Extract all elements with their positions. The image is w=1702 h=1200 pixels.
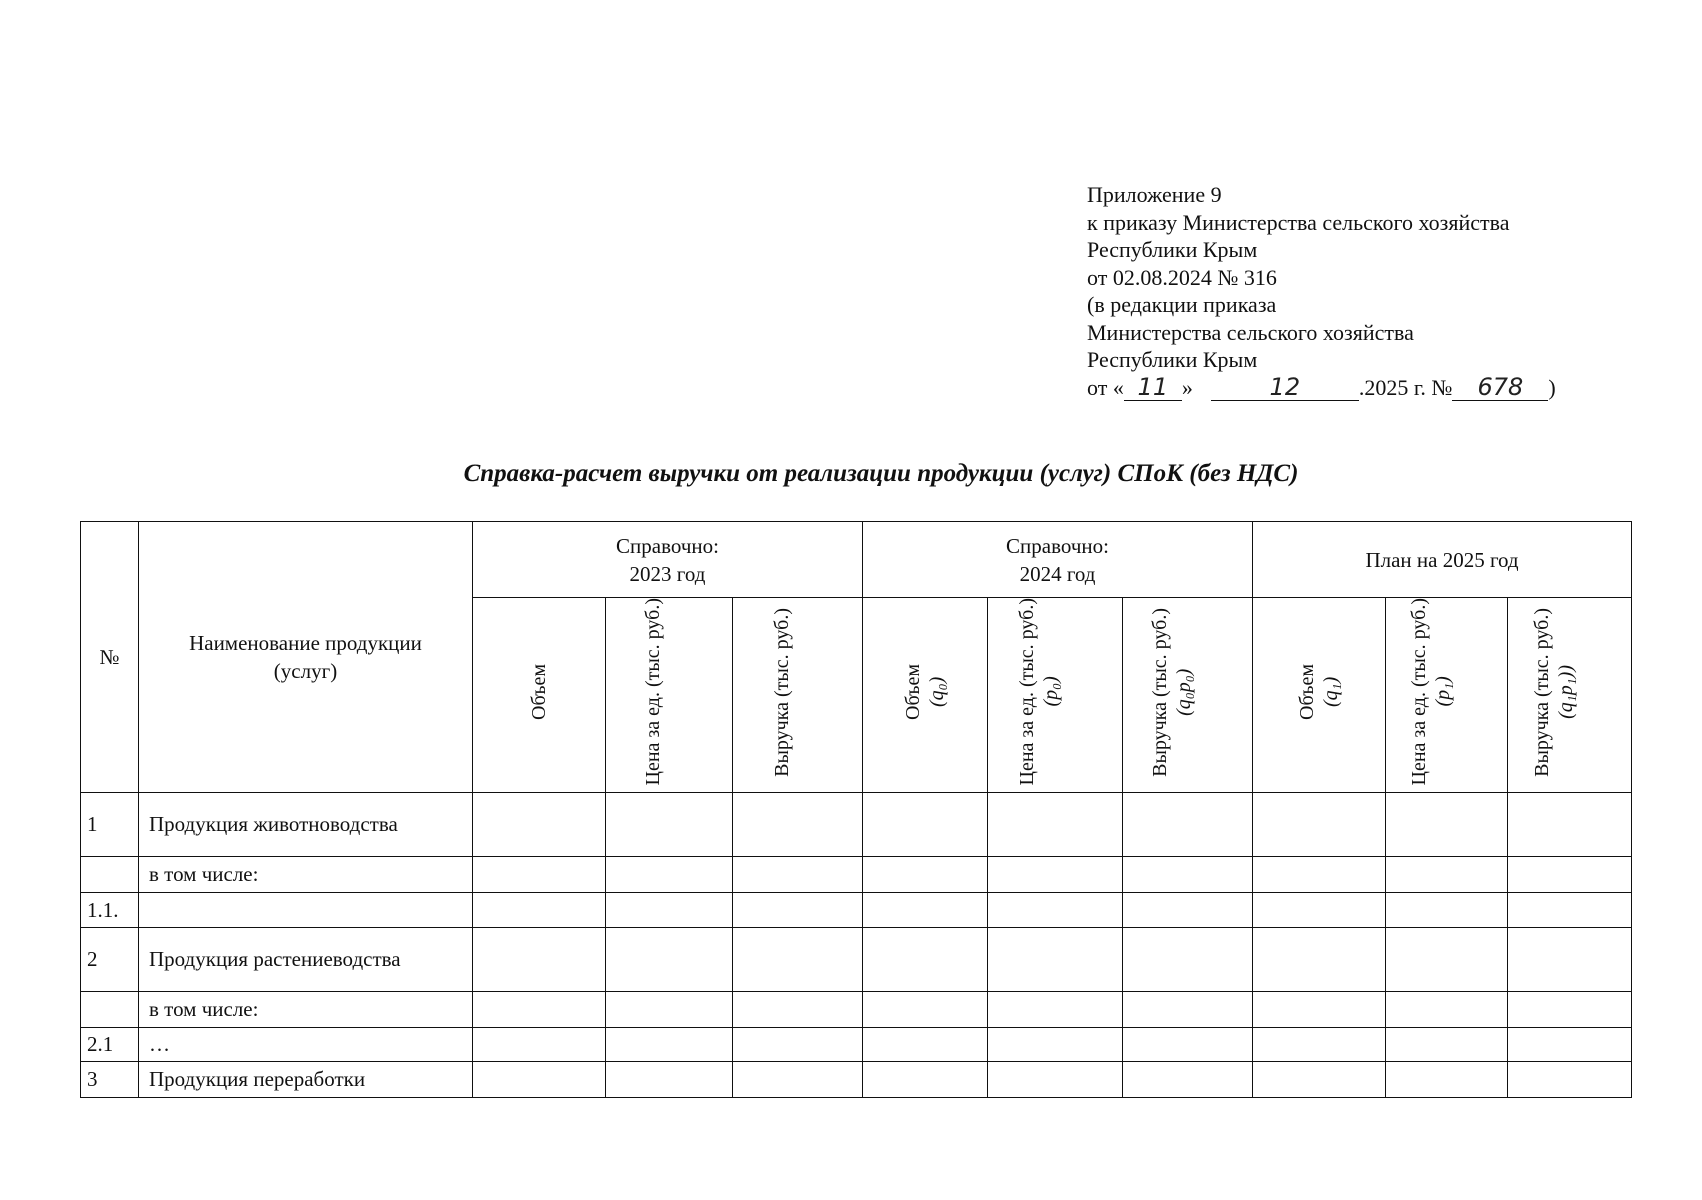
row-product-name: Продукция переработки [139, 1062, 473, 1098]
date-month-handwritten: 12 [1211, 374, 1359, 401]
subheader-cell [1123, 598, 1253, 793]
subheader-cell [1253, 598, 1386, 793]
value-cell [733, 1028, 863, 1062]
value-cell [606, 1028, 733, 1062]
row-number: 1 [81, 793, 139, 857]
value-cell [1123, 992, 1253, 1028]
date-day-handwritten: 11 [1124, 374, 1182, 401]
row-number: 2 [81, 928, 139, 992]
subheader-symbol: (q₁) [1320, 676, 1343, 708]
value-cell [1253, 857, 1386, 893]
value-cell [1123, 928, 1253, 992]
value-cell [863, 1062, 988, 1098]
value-cell [863, 1028, 988, 1062]
value-cell [473, 793, 606, 857]
value-cell [1123, 793, 1253, 857]
subheader-symbol: (q₀p₀) [1172, 668, 1195, 716]
value-cell [1386, 793, 1508, 857]
value-cell [988, 1062, 1123, 1098]
annex-line: Республики Крым [1087, 237, 1258, 262]
annex-line: к приказу Министерства сельского хозяйства [1087, 209, 1510, 235]
row-product-name: … [139, 1028, 473, 1062]
value-cell [733, 793, 863, 857]
table-row [81, 928, 1632, 992]
value-cell [1508, 1062, 1632, 1098]
date-close: ) [1548, 374, 1556, 400]
row-product-name: Продукция животноводства [139, 793, 473, 857]
table-body [81, 793, 1632, 1098]
subheader-cell [1386, 598, 1508, 793]
value-cell [1508, 793, 1632, 857]
document-title: Справка-расчет выручки от реализации продукции (услуг) СПоК (без НДС) [463, 460, 1299, 487]
value-cell [606, 928, 733, 992]
value-cell [1386, 992, 1508, 1028]
value-cell [1508, 1028, 1632, 1062]
group-label-bottom: 2024 год [1019, 561, 1096, 586]
subheader-label: Объем [902, 664, 925, 720]
subheader-symbol: (p₀) [1040, 676, 1063, 708]
value-cell [1253, 793, 1386, 857]
value-cell [606, 1062, 733, 1098]
table-row [81, 793, 1632, 857]
value-cell [606, 992, 733, 1028]
value-cell [1123, 893, 1253, 928]
group-label-top: Справочно: [616, 533, 719, 558]
subheader-cell [863, 598, 988, 793]
annex-line: Министерства сельского хозяйства [1087, 319, 1414, 345]
value-cell [606, 857, 733, 893]
value-cell [473, 928, 606, 992]
row-product-name [139, 893, 473, 928]
value-cell [1253, 1062, 1386, 1098]
value-cell [1508, 928, 1632, 992]
subheader-symbol: (q₀) [926, 676, 949, 708]
header-group-2023 [473, 522, 863, 598]
value-cell [733, 857, 863, 893]
value-cell [1386, 928, 1508, 992]
subheader-label: Объем [528, 664, 550, 720]
value-cell [988, 928, 1123, 992]
value-cell [988, 1028, 1123, 1062]
annex-line: (в редакции приказа [1087, 292, 1277, 317]
value-cell [1508, 893, 1632, 928]
subheader-cell [1508, 598, 1632, 793]
annex-line: Приложение 9 [1087, 182, 1222, 207]
value-cell [1123, 1028, 1253, 1062]
annex-line: Республики Крым [1087, 347, 1258, 372]
value-cell [988, 857, 1123, 893]
date-mid: » [1181, 374, 1193, 400]
date-prefix: от « [1087, 374, 1124, 400]
subheader-label: Цена за ед. (тыс. руб.) [1407, 598, 1430, 786]
subheader-label: Выручка (тыс. руб.) [1148, 607, 1171, 777]
row-number: 1.1. [81, 893, 139, 928]
subheader-cell [473, 598, 606, 793]
header-group-2024 [863, 522, 1253, 598]
row-product-name: в том числе: [139, 992, 473, 1028]
annex-line: от 02.08.2024 № 316 [1087, 264, 1277, 290]
value-cell [1508, 992, 1632, 1028]
annex-date-line [1087, 374, 1647, 402]
value-cell [863, 857, 988, 893]
value-cell [1123, 1062, 1253, 1098]
table-row [81, 1028, 1632, 1062]
value-cell [1386, 1028, 1508, 1062]
date-year-suffix: .2025 г. № [1358, 374, 1453, 400]
value-cell [473, 1062, 606, 1098]
row-number [81, 857, 139, 893]
row-product-name: Продукция растениеводства [139, 928, 473, 992]
value-cell [1386, 893, 1508, 928]
table-header-row [81, 522, 1632, 598]
table-row [81, 857, 1632, 893]
value-cell [606, 793, 733, 857]
subheader-label: Цена за ед. (тыс. руб.) [642, 598, 664, 786]
row-product-name: в том числе: [139, 857, 473, 893]
group-label-bottom: 2023 год [629, 561, 706, 586]
value-cell [988, 793, 1123, 857]
subheader-cell [606, 598, 733, 793]
subheader-cell [733, 598, 863, 793]
value-cell [473, 1028, 606, 1062]
value-cell [863, 793, 988, 857]
value-cell [1253, 893, 1386, 928]
value-cell [606, 893, 733, 928]
value-cell [473, 893, 606, 928]
value-cell [1386, 857, 1508, 893]
value-cell [1253, 928, 1386, 992]
value-cell [1508, 857, 1632, 893]
value-cell [863, 928, 988, 992]
subheader-symbol: (p₁) [1431, 676, 1454, 708]
value-cell [863, 992, 988, 1028]
value-cell [1253, 992, 1386, 1028]
value-cell [733, 992, 863, 1028]
table-row [81, 1062, 1632, 1098]
subheader-symbol: (q₁p₁)) [1554, 665, 1577, 719]
subheader-cell [988, 598, 1123, 793]
value-cell [1386, 1062, 1508, 1098]
value-cell [733, 928, 863, 992]
annex-block [1087, 181, 1647, 401]
value-cell [988, 992, 1123, 1028]
group-label-top: Справочно: [1006, 533, 1109, 558]
revenue-table [80, 521, 1632, 1098]
table-row [81, 893, 1632, 928]
subheader-label: Выручка (тыс. руб.) [1530, 607, 1553, 777]
value-cell [988, 893, 1123, 928]
row-number [81, 992, 139, 1028]
value-cell [473, 992, 606, 1028]
value-cell [733, 893, 863, 928]
header-no: № [81, 522, 139, 793]
row-number: 2.1 [81, 1028, 139, 1062]
value-cell [733, 1062, 863, 1098]
value-cell [1123, 857, 1253, 893]
value-cell [863, 893, 988, 928]
value-cell [473, 857, 606, 893]
row-number: 3 [81, 1062, 139, 1098]
value-cell [1253, 1028, 1386, 1062]
subheader-label: Выручка (тыс. руб.) [770, 607, 793, 777]
header-product-name: Наименование продукции (услуг) [139, 522, 473, 793]
table-row [81, 992, 1632, 1028]
header-group-plan-2025: План на 2025 год [1253, 522, 1632, 598]
subheader-label: Объем [1296, 664, 1319, 720]
order-number-handwritten: 678 [1452, 374, 1548, 401]
subheader-label: Цена за ед. (тыс. руб.) [1016, 598, 1039, 786]
